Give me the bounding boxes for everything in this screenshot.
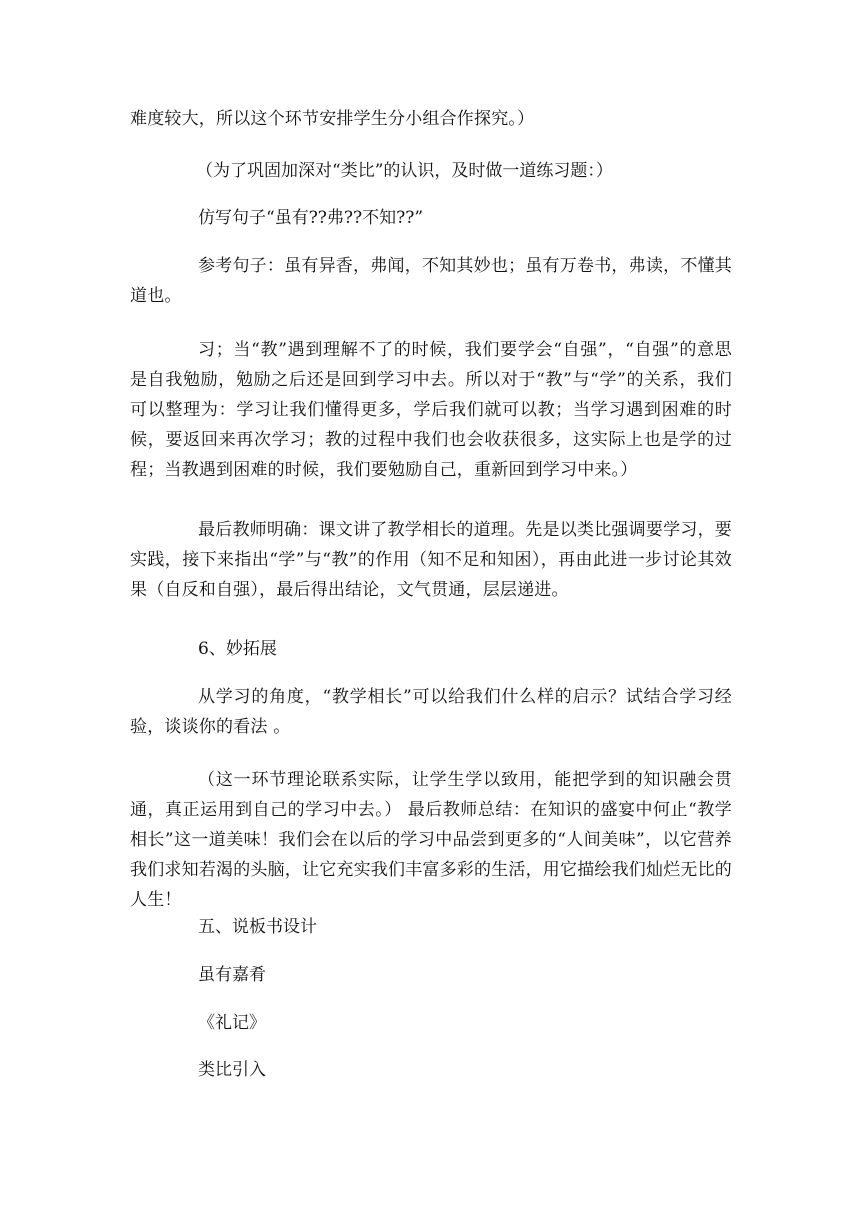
paragraph-teacher-conclusion: 最后教师明确：课文讲了教学相长的道理。先是以类比强调要学习，要实践，接下来指出“学”与“教”的作用（知不足和知困），再由此进一步讨论其效果（自反和自强），最后得出结论，文气贯通，层层递进。 xyxy=(130,520,732,600)
paragraph-group-work-note: 难度较大，所以这个环节安排学生分小组合作探究。） xyxy=(130,109,535,129)
paragraph-extension-question: 从学习的角度，“教学相长”可以给我们什么样的启示？试结合学习经验，谈谈你的看法 。 xyxy=(130,687,732,737)
board-item-title: 虽有嘉肴 xyxy=(198,965,266,985)
paragraph-reference-sentence: 参考句子：虽有异香，弗闻，不知其妙也；虽有万卷书，弗读，不懂其道也。 xyxy=(130,256,732,306)
section-heading-board-design: 五、说板书设计 xyxy=(198,917,317,937)
section-heading-extension: 6、妙拓展 xyxy=(198,639,277,659)
paragraph-teacher-summary: （这一环节理论联系实际，让学生学以致用，能把学到的知识融会贯通，真正运用到自己的学习中去。） 最后教师总结：在知识的盛宴中何止“教学相长”这一道美味！我们会在以后的学习中品尝到更多的“人间美味”，以它营养我们求知若渴的头脑，让它充实我们丰富多彩的生活，用它描绘我们灿烂无比的人生！ xyxy=(130,770,732,910)
paragraph-imitation-task: 仿写句子“虽有??弗??不知??” xyxy=(198,208,424,228)
paragraph-teach-learn-relation: 习；当“教”遇到理解不了的时候，我们要学会“自强”，“自强”的意思是自我勉励，勉励之后还是回到学习中去。所以对于“教”与“学”的关系，我们可以整理为：学习让我们懂得更多，学后我们就可以教；当学习遇到困难的时候，要返回来再次学习；教的过程中我们也会收获很多，这实际上也是学的过程；当教遇到困难的时候，我们要勉励自己，重新回到学习中来。） xyxy=(130,340,732,480)
paragraph-exercise-intro: （为了巩固加深对“类比”的认识，及时做一道练习题：） xyxy=(196,161,613,181)
board-item-source: 《礼记》 xyxy=(198,1013,266,1033)
board-item-analogy: 类比引入 xyxy=(198,1060,266,1080)
